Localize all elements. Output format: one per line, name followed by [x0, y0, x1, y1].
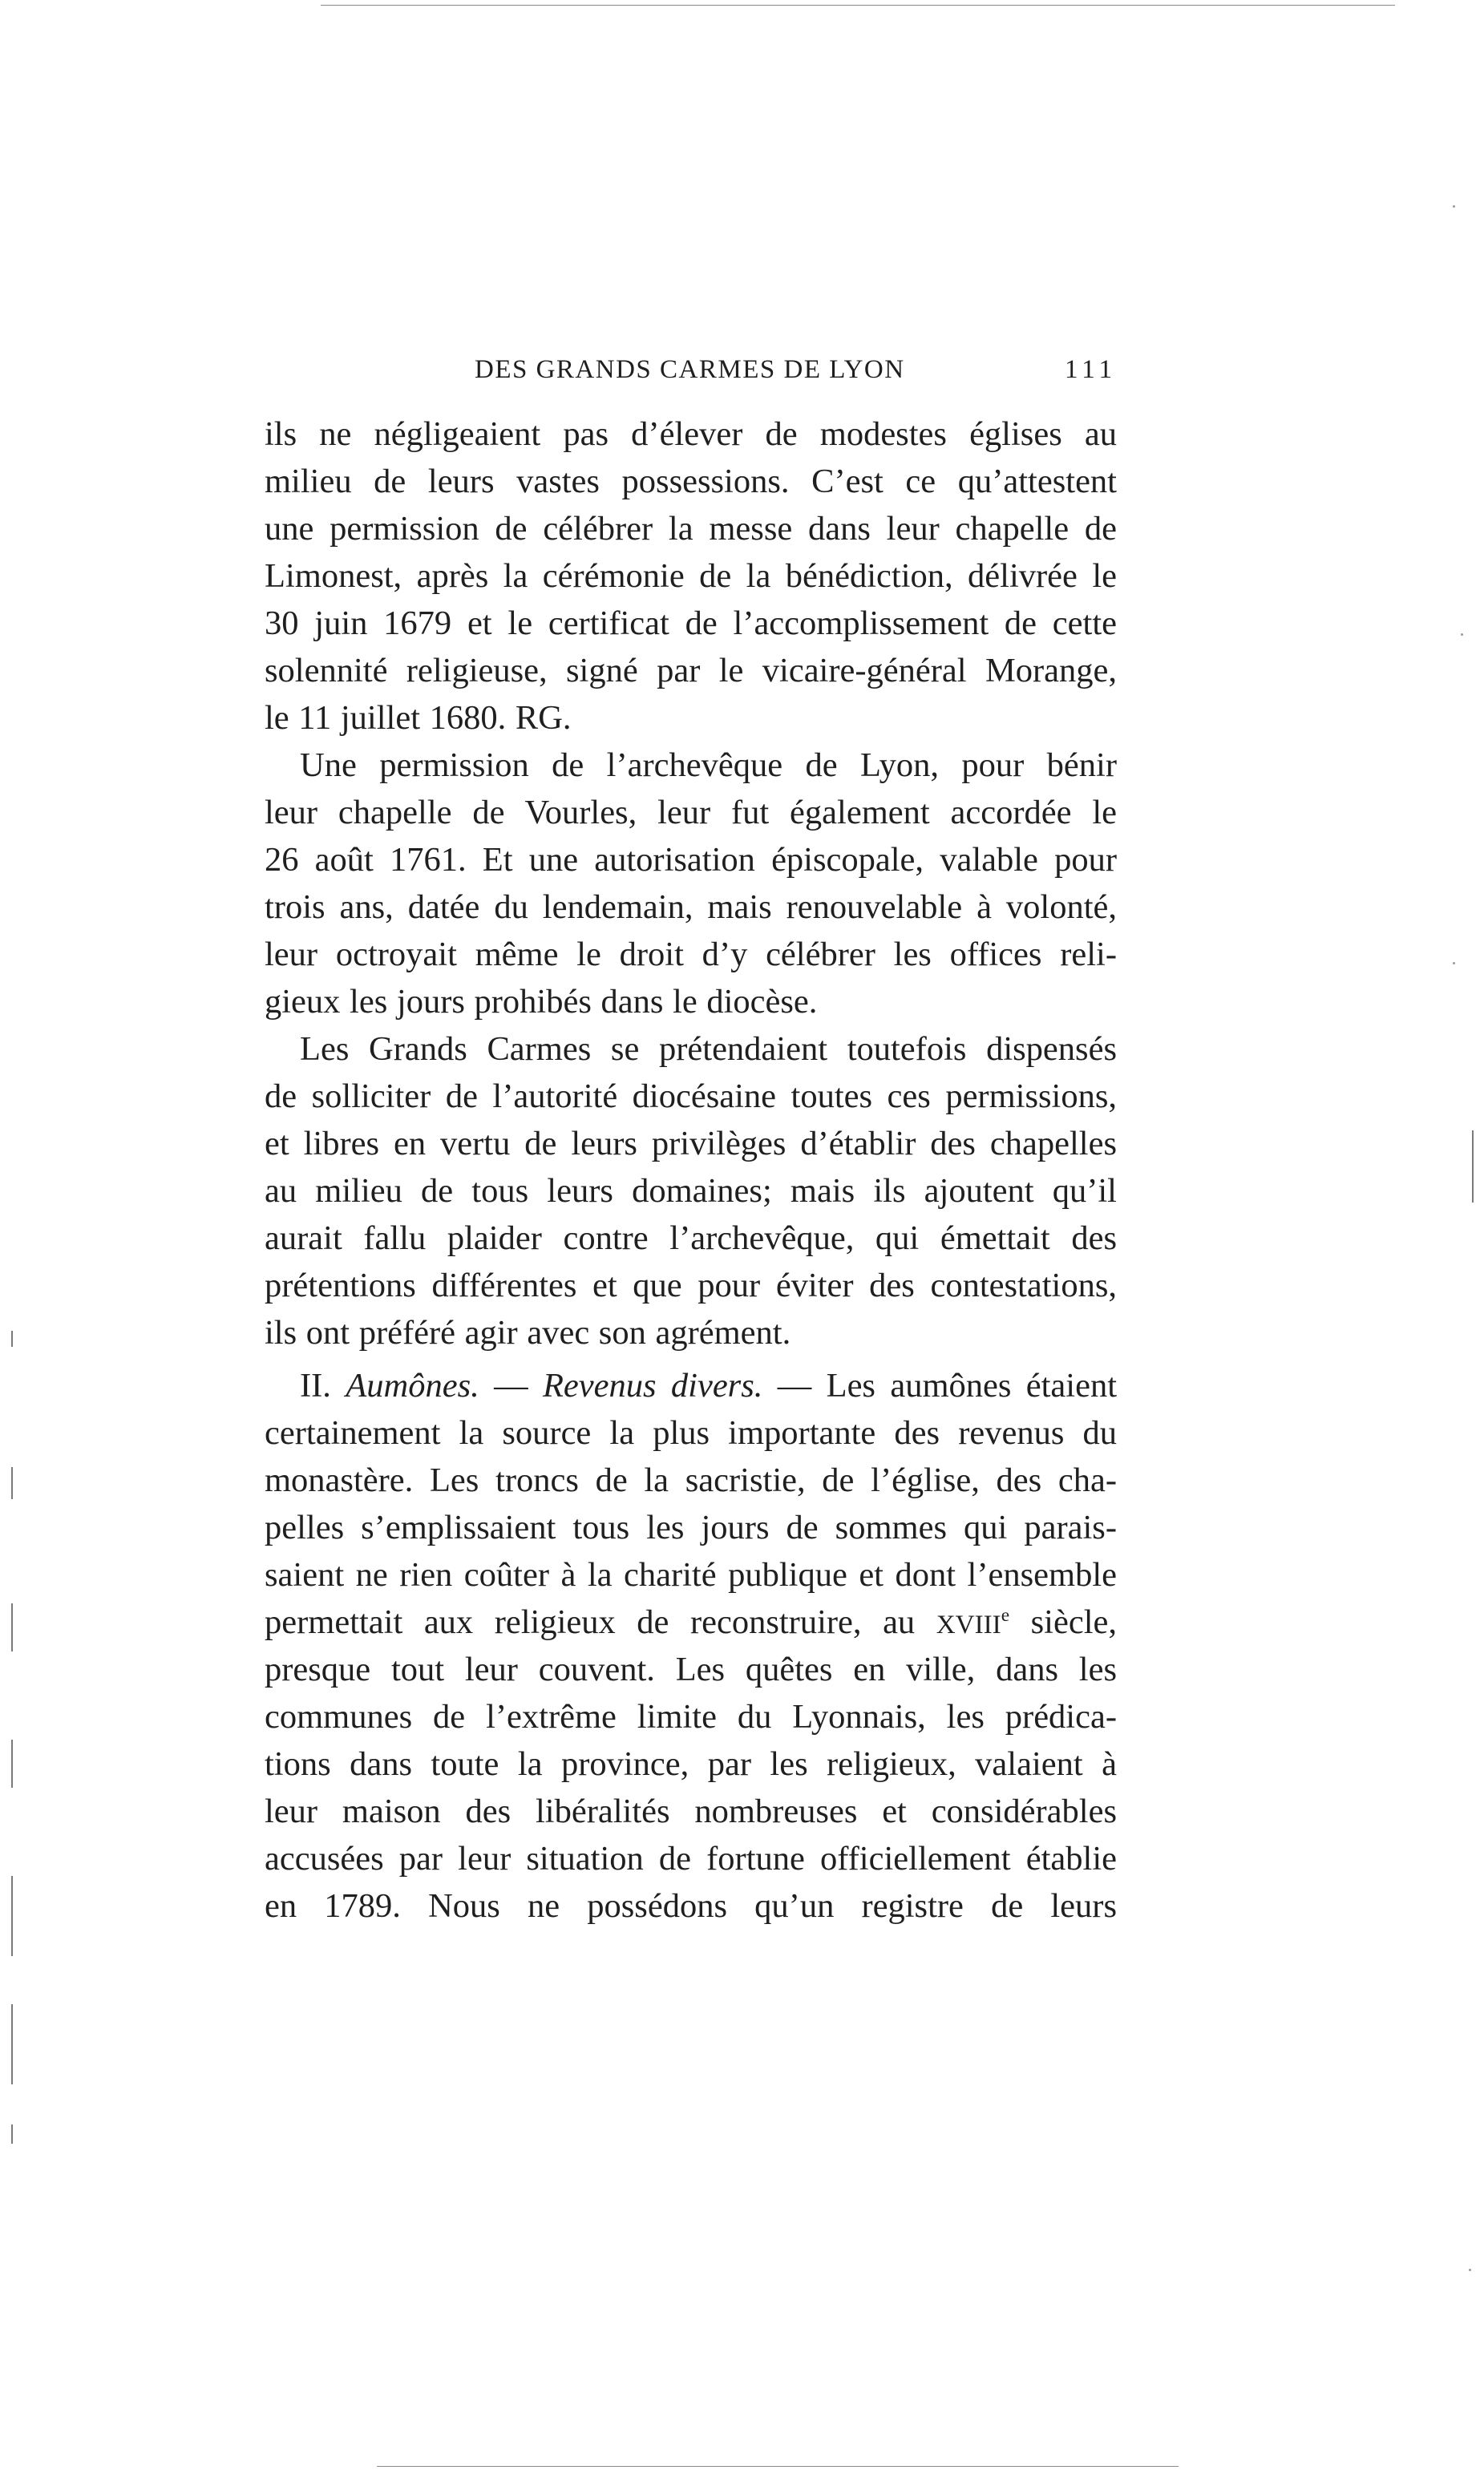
text-line-century — [265, 1599, 1117, 1646]
section-heading-line — [265, 1362, 1117, 1409]
text-line: gieux les jours prohibés dans le diocèse. — [265, 983, 818, 1021]
roman-numeral: XVIII — [936, 1610, 1001, 1639]
text-line: trois ans, datée du lendemain, mais renouvelable à volonté, — [265, 888, 1117, 926]
text-line: accusées par leur situation de fortune officiellement établie — [265, 1840, 1117, 1878]
text-line: communes de l’extrême limite du Lyonnais, les prédica- — [265, 1698, 1117, 1736]
text-line: presque tout leur couvent. Les quêtes en ville, dans les — [265, 1651, 1117, 1688]
paragraph-3 — [265, 1025, 1117, 1356]
text-line: tions dans toute la province, par les religieux, valaient à — [265, 1745, 1117, 1783]
text-line: pelles s’emplissaient tous les jours de sommes qui parais- — [265, 1509, 1117, 1546]
scan-speck — [1461, 633, 1463, 636]
section-heading-alms: Aumônes. — [346, 1367, 479, 1405]
text-line: au milieu de tous leurs domaines; mais ils ajoutent qu’il — [265, 1172, 1117, 1210]
scan-left-mark — [11, 2004, 13, 2084]
scan-left-mark — [11, 1467, 13, 1499]
scan-left-mark — [11, 1740, 13, 1788]
scan-speck — [1453, 205, 1455, 208]
text-line: ils ne négligeaient pas d’élever de modestes églises au — [265, 415, 1117, 453]
running-head — [265, 350, 1117, 390]
page-number: 111 — [1064, 355, 1117, 384]
text-run: Les aumônes étaient — [826, 1367, 1117, 1405]
scan-right-mark — [1472, 1130, 1474, 1203]
text-line: saient ne rien coûter à la charité publique et dont l’ensemble — [265, 1556, 1117, 1594]
scan-left-mark — [11, 1603, 13, 1651]
scan-top-rule — [321, 5, 1395, 6]
section-number: II. — [300, 1367, 331, 1405]
text-line: certainement la source la plus importante des revenus du — [265, 1414, 1117, 1452]
text-line: Limonest, après la cérémonie de la bénédiction, délivrée le — [265, 557, 1117, 595]
scan-speck — [1469, 2269, 1471, 2271]
text-line: leur maison des libéralités nombreuses et considérables — [265, 1793, 1117, 1830]
text-line: ils ont préféré agir avec son agrément. — [265, 1314, 791, 1352]
paragraph-gap — [265, 1356, 1117, 1362]
text-line: 30 juin 1679 et le certificat de l’accomplissement de cette — [265, 604, 1117, 642]
text-line: de solliciter de l’autorité diocésaine toutes ces permissions, — [265, 1077, 1117, 1115]
text-run: permettait aux religieux de reconstruire, au — [265, 1603, 916, 1641]
scan-speck — [1453, 962, 1455, 964]
section-heading-revenues: Revenus divers. — [542, 1367, 763, 1405]
scan-bottom-rule — [377, 2466, 1179, 2467]
text-line: aurait fallu plaider contre l’archevêque, qui émettait des — [265, 1219, 1117, 1257]
text-line: monastère. Les troncs de la sacristie, de l’église, des cha- — [265, 1461, 1117, 1499]
text-line: une permission de célébrer la messe dans leur chapelle de — [265, 510, 1117, 548]
text-run: siècle, — [1030, 1603, 1117, 1641]
text-line: Une permission de l’archevêque de Lyon, pour bénir — [300, 746, 1117, 784]
ordinal-suffix: e — [1001, 1604, 1010, 1626]
text-line: solennité religieuse, signé par le vicaire-général Morange, — [265, 652, 1117, 689]
em-dash: — — [777, 1367, 812, 1405]
text-line: prétentions différentes et que pour éviter des contestations, — [265, 1267, 1117, 1304]
running-title: DES GRANDS CARMES DE LYON — [475, 355, 905, 384]
text-line: en 1789. Nous ne possédons qu’un registre de leurs — [265, 1887, 1117, 1925]
text-line: leur chapelle de Vourles, leur fut également accordée le — [265, 794, 1117, 831]
em-dash: — — [494, 1367, 528, 1405]
paragraph-4 — [265, 1362, 1117, 1930]
paragraph-1 — [265, 410, 1117, 742]
scan-left-mark — [11, 2124, 13, 2144]
scan-left-mark — [11, 1331, 13, 1347]
text-line: et libres en vertu de leurs privilèges d’établir des chapelles — [265, 1125, 1117, 1162]
text-line: milieu de leurs vastes possessions. C’est ce qu’attestent — [265, 463, 1117, 500]
body-text — [265, 410, 1117, 1930]
scan-left-mark — [11, 1876, 13, 1956]
century-numeral — [936, 1603, 1009, 1641]
text-line: 26 août 1761. Et une autorisation épiscopale, valable pour — [265, 841, 1117, 879]
text-line: le 11 juillet 1680. RG. — [265, 699, 572, 737]
text-line: Les Grands Carmes se prétendaient toutefois dispensés — [300, 1030, 1117, 1068]
text-line: leur octroyait même le droit d’y célébrer les offices reli- — [265, 936, 1117, 973]
paragraph-2 — [265, 742, 1117, 1025]
